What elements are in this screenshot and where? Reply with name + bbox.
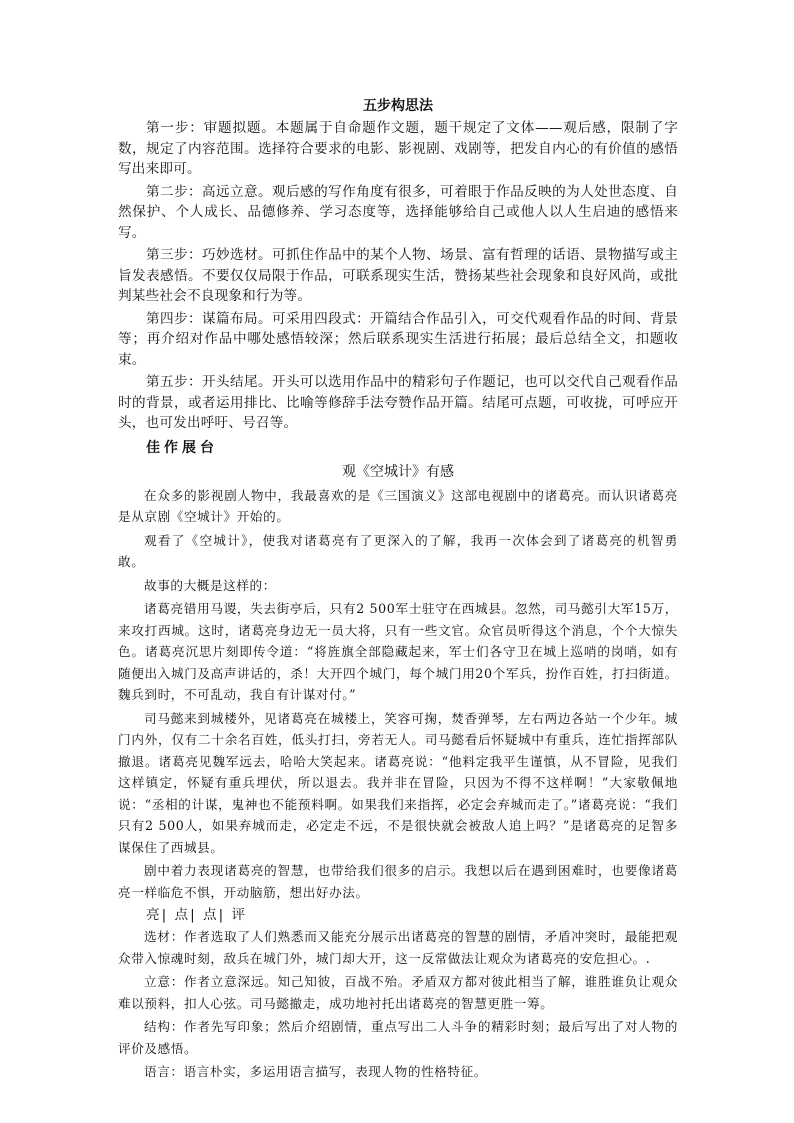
comment-paragraph: 结构：作者先写印象；然后介绍剧情，重点写出二人斗争的精彩时刻；最后写出了对人物的评价及感悟。 xyxy=(118,1019,678,1056)
essay-paragraph: 观看了《空城计》，使我对诸葛亮有了更深入的了解，我再一次体会到了诸葛亮的机智勇敢。 xyxy=(118,532,678,569)
comment-title: 亮| 点| 点| 评 xyxy=(146,907,248,923)
essay-paragraph: 剧中着力表现诸葛亮的智慧，也带给我们很多的启示。我想以后在遇到困难时，也要像诸葛亮一样临危不惧，开动脑筋，想出好办法。 xyxy=(118,863,678,900)
essay-paragraph: 诸葛亮错用马谡，失去街亭后，只有2 500军士驻守在西城县。忽然，司马懿引大军15万，来攻打西城。这时，诸葛亮身边无一员大将，只有一些文官。众官员听得这个消息，个个大惊失色。诸葛亮沉思片刻即传令道：“将旌旗全部隐藏起来，军士们各守卫在城上巡哨的岗哨，如有随便出入城门及高声讲话的，杀！大开四个城门，每个城门用20个军兵，扮作百姓，打扫街道。魏兵到时，不可乱动，我自有计谋对付。” xyxy=(118,601,678,702)
step-paragraph: 第三步：巧妙选材。可抓住作品中的某个人物、场景、富有哲理的话语、景物描写或主旨发表感悟。不要仅仅局限于作品，可联系现实生活，赞扬某些社会现象和良好风尚，或批判某些社会不良现象和行为等。 xyxy=(118,247,678,304)
essay-title: 观《空城计》有感 xyxy=(342,463,454,480)
step-paragraph: 第一步：审题拟题。本题属于自命题作文题，题干规定了文体——观后感，限制了字数，规定了内容范围。选择符合要求的电影、影视剧、戏剧等，把发自内心的有价值的感悟写出来即可。 xyxy=(118,120,678,177)
step-paragraph: 第四步：谋篇布局。可采用四段式：开篇结合作品引入，可交代观看作品的时间、背景等；再介绍对作品中哪处感悟较深；然后联系现实生活进行拓展；最后总结全文，扣题收束。 xyxy=(118,310,678,368)
comment-paragraph: 选材：作者选取了人们熟悉而又能充分展示出诸葛亮的智慧的剧情，矛盾冲突时，最能把观众带入惊魂时刻，敌兵在城门外，城门却大开，这一反常做法让观众为诸葛亮的安危担心。. xyxy=(118,929,678,966)
step-paragraph: 第五步：开头结尾。开头可以选用作品中的精彩句子作题记，也可以交代自己观看作品时的背景，或者运用排比、比喻等修辞手法夸赞作品开篇。结尾可点题，可收拢，可呼应开头，也可发出呼吁、号召等。 xyxy=(118,374,678,431)
document-page xyxy=(118,96,678,1085)
essay-paragraph: 司马懿来到城楼外，见诸葛亮在城楼上，笑容可掬，焚香弹琴，左右两边各站一个少年。城门内外，仅有二十余名百姓，低头打扫，旁若无人。司马懿看后怀疑城中有重兵，连忙指挥部队撤退。诸葛亮见魏军远去，哈哈大笑起来。诸葛亮说：“他料定我平生谨慎，从不冒险，见我们这样镇定，怀疑有重兵埋伏，所以退去。我并非在冒险，只因为不得不这样啊！”大家敬佩地说：“丞相的计谋，鬼神也不能预料啊。如果我们来指挥，必定会弃城而走了。”诸葛亮说：“我们只有2 500人，如果弃城而走，必定走不远，不是很快就会被敌人追上吗？”是诸葛亮的足智多谋保住了西城县。 xyxy=(118,710,678,855)
section-title: 佳作展台 xyxy=(146,439,218,456)
doc-title: 五步构思法 xyxy=(363,98,433,114)
comment-paragraph: 语言：语言朴实，多运用语言描写，表现人物的性格特征。 xyxy=(144,1064,488,1079)
essay-paragraph: 故事的大概是这样的： xyxy=(144,577,276,593)
step-paragraph: 第二步：高远立意。观后感的写作角度有很多，可着眼于作品反映的为人处世态度、自然保护、个人成长、品德修养、学习态度等，选择能够给自己或他人以人生启迪的感悟来写。 xyxy=(118,183,678,241)
comment-paragraph: 立意：作者立意深远。知己知彼，百战不殆。矛盾双方都对彼此相当了解，谁胜谁负让观众难以预料，扣人心弦。司马懿撤走，成功地衬托出诸葛亮的智慧更胜一筹。 xyxy=(118,974,678,1011)
essay-paragraph: 在众多的影视剧人物中，我最喜欢的是《三国演义》这部电视剧中的诸葛亮。而认识诸葛亮是从京剧《空城计》开始的。 xyxy=(118,487,678,524)
